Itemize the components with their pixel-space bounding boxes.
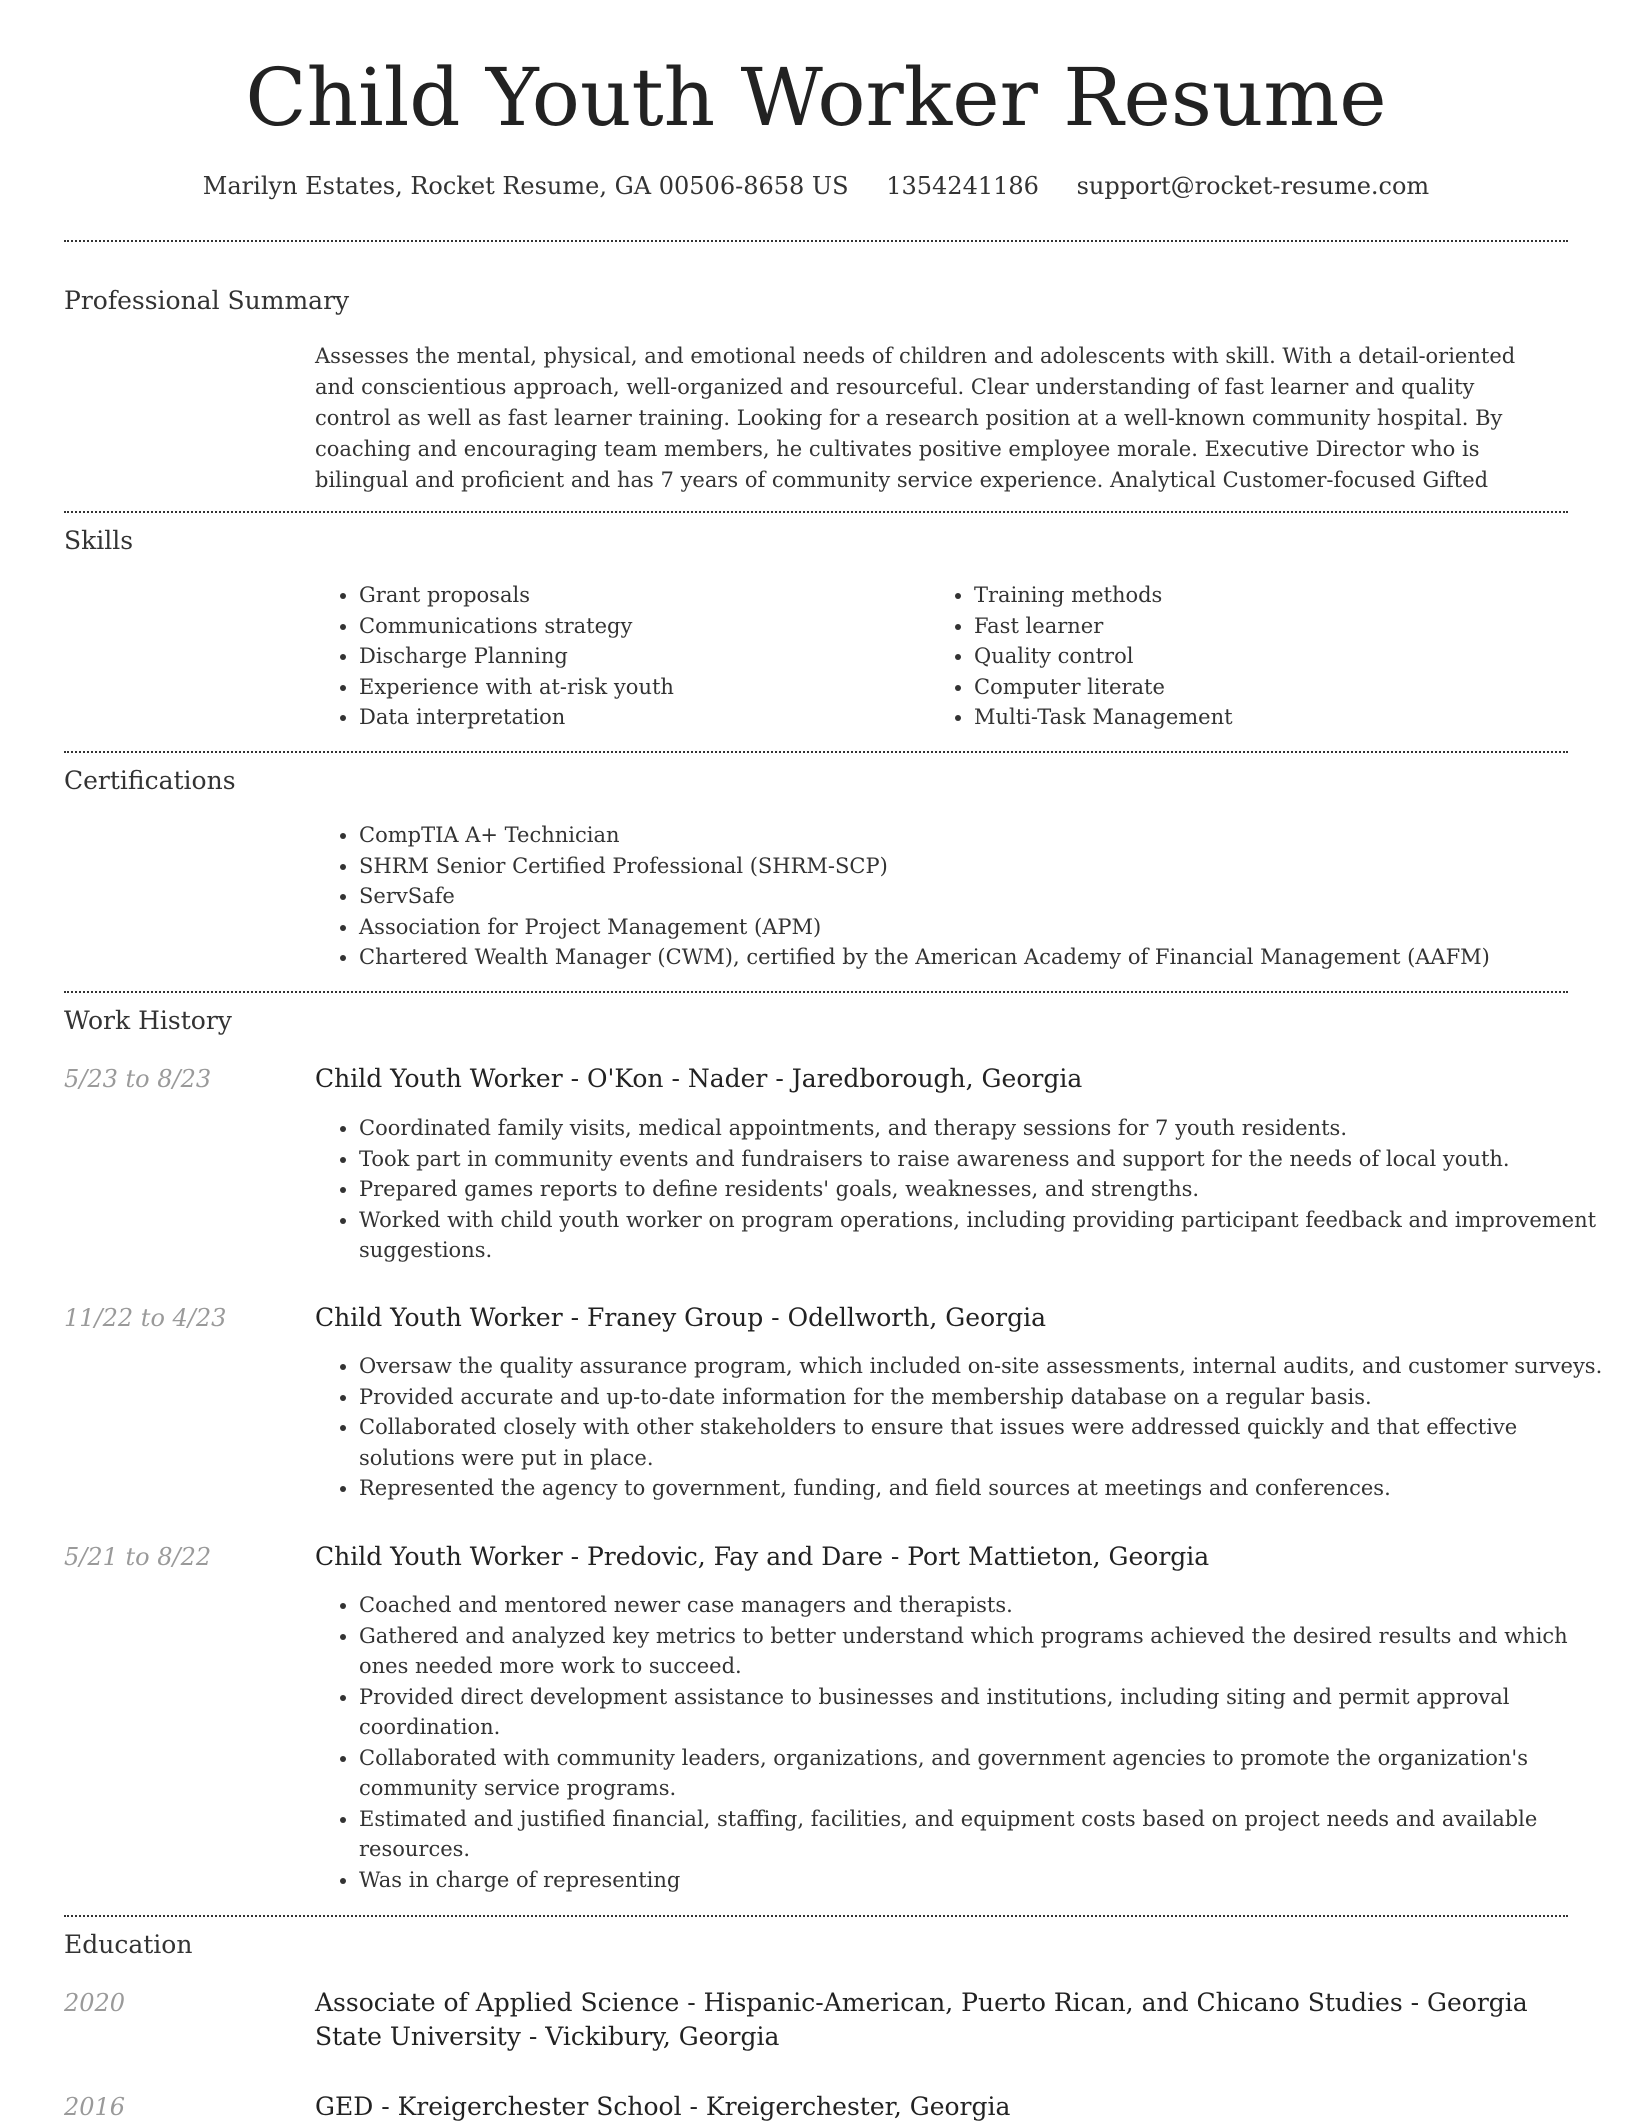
certification-item: • ServSafe bbox=[359, 881, 1599, 912]
certification-item: • Chartered Wealth Manager (CWM), certified by the American Academy of Financial Management (AAFM) bbox=[359, 942, 1599, 973]
job-bullet: • Was in charge of representing bbox=[359, 1865, 1604, 1896]
skill-item: • Data interpretation bbox=[359, 702, 919, 733]
job-bullet: • Worked with child youth worker on program operations, including providing participant feedback and improvement suggestions. bbox=[359, 1205, 1604, 1266]
contact-line bbox=[0, 170, 1632, 202]
skill-item: • Discharge Planning bbox=[359, 641, 919, 672]
certification-item: • Association for Project Management (APM) bbox=[359, 912, 1599, 943]
skill-item: • Experience with at-risk youth bbox=[359, 672, 919, 703]
education-title: GED - Kreigerchester School - Kreigerchester, Georgia bbox=[315, 2092, 1011, 2121]
job-bullet: • Coached and mentored newer case managers and therapists. bbox=[359, 1590, 1604, 1621]
summary-heading: Professional Summary bbox=[64, 286, 350, 315]
skill-item: • Fast learner bbox=[974, 611, 1534, 642]
job-bullets bbox=[315, 1590, 1604, 1895]
skill-item: • Multi-Task Management bbox=[974, 702, 1534, 733]
job-title: Child Youth Worker - Franey Group - Odellworth, Georgia bbox=[315, 1303, 1046, 1332]
job-bullet: • Oversaw the quality assurance program, which included on-site assessments, internal audits, and customer surveys. bbox=[359, 1351, 1604, 1382]
skill-item: • Computer literate bbox=[974, 672, 1534, 703]
certifications-heading: Certifications bbox=[64, 766, 236, 795]
job-dates: 5/21 to 8/22 bbox=[64, 1543, 212, 1571]
contact-email: support@rocket-resume.com bbox=[1076, 172, 1430, 200]
job-bullet: • Gathered and analyzed key metrics to better understand which programs achieved the desired results and which ones needed more work to succeed. bbox=[359, 1621, 1604, 1682]
job-bullet: • Collaborated closely with other stakeholders to ensure that issues were addressed quickly and that effective solutions were put in place. bbox=[359, 1412, 1604, 1473]
job-bullets bbox=[315, 1113, 1604, 1266]
job-dates: 5/23 to 8/23 bbox=[64, 1065, 212, 1093]
job-title: Child Youth Worker - Predovic, Fay and Dare - Port Mattieton, Georgia bbox=[315, 1542, 1210, 1571]
job-dates: 11/22 to 4/23 bbox=[64, 1304, 227, 1332]
certifications-list bbox=[315, 820, 1599, 973]
section-divider bbox=[64, 1915, 1568, 1917]
skills-list-left bbox=[315, 580, 919, 733]
education-year: 2020 bbox=[64, 1989, 126, 2017]
section-divider bbox=[64, 751, 1568, 753]
job-bullets bbox=[315, 1351, 1604, 1504]
job-bullet: • Coordinated family visits, medical appointments, and therapy sessions for 7 youth residents. bbox=[359, 1113, 1604, 1144]
skill-item: • Grant proposals bbox=[359, 580, 919, 611]
certification-item: • SHRM Senior Certified Professional (SHRM-SCP) bbox=[359, 851, 1599, 882]
section-divider bbox=[64, 991, 1568, 993]
job-bullet: • Provided direct development assistance to businesses and institutions, including siting and permit approval coordination. bbox=[359, 1682, 1604, 1743]
section-divider bbox=[64, 240, 1568, 242]
education-year: 2016 bbox=[64, 2093, 126, 2121]
job-bullet: • Provided accurate and up-to-date information for the membership database on a regular basis. bbox=[359, 1382, 1604, 1413]
skill-item: • Communications strategy bbox=[359, 611, 919, 642]
job-bullet: • Prepared games reports to define residents' goals, weaknesses, and strengths. bbox=[359, 1174, 1604, 1205]
skills-heading: Skills bbox=[64, 526, 134, 555]
job-bullet: • Collaborated with community leaders, organizations, and government agencies to promote the organization's community service programs. bbox=[359, 1743, 1604, 1804]
job-bullet: • Took part in community events and fundraisers to raise awareness and support for the needs of local youth. bbox=[359, 1144, 1604, 1175]
summary-text: Assesses the mental, physical, and emotional needs of children and adolescents with skill. With a detail-oriented and conscientious approach, well-organized and resourceful. Clear understanding of fast learner and quality control as well as fast learner training. Looking for a research position at a well-known community hospital. By coaching and encouraging team members, he cultivates positive employee morale. Executive Director who is bilingual and proficient and has 7 years of community service experience. Analytical Customer-focused Gifted bbox=[315, 344, 1516, 492]
contact-phone: 1354241186 bbox=[886, 172, 1039, 200]
job-bullet: • Estimated and justified financial, staffing, facilities, and equipment costs based on project needs and available resources. bbox=[359, 1804, 1604, 1865]
education-title: Associate of Applied Science - Hispanic-American, Puerto Rican, and Chicano Studies - Georgia State University - Vickibury, Georgia bbox=[315, 1988, 1528, 2051]
resume-title: Child Youth Worker Resume bbox=[245, 51, 1387, 144]
job-bullet: • Represented the agency to government, funding, and field sources at meetings and conferences. bbox=[359, 1473, 1604, 1504]
section-divider bbox=[64, 511, 1568, 513]
certification-item: • CompTIA A+ Technician bbox=[359, 820, 1599, 851]
skill-item: • Quality control bbox=[974, 641, 1534, 672]
contact-address: Marilyn Estates, Rocket Resume, GA 00506-8658 US bbox=[202, 172, 849, 200]
skill-item: • Training methods bbox=[974, 580, 1534, 611]
skills-list-right bbox=[930, 580, 1534, 733]
work-history-heading: Work History bbox=[64, 1006, 232, 1035]
job-title: Child Youth Worker - O'Kon - Nader - Jaredborough, Georgia bbox=[315, 1064, 1083, 1093]
education-heading: Education bbox=[64, 1930, 193, 1959]
